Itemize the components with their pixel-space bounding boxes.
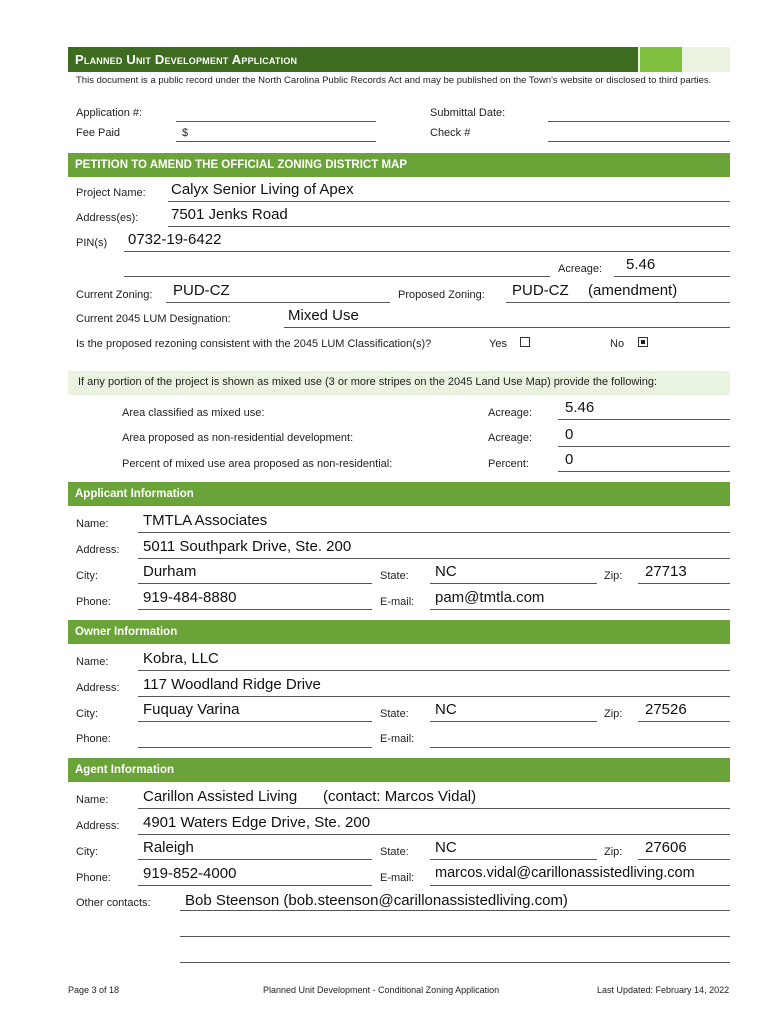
owner-phone-label: Phone:	[76, 733, 111, 745]
proposed-zoning-line	[506, 302, 730, 303]
non-residential-percent-unit: Percent:	[488, 458, 529, 470]
acreage-label: Acreage:	[558, 263, 603, 275]
consistent-no-checkbox[interactable]	[638, 337, 648, 347]
check-number-line	[548, 141, 730, 142]
applicant-zip-line	[638, 583, 730, 584]
consistent-yes-checkbox[interactable]	[520, 337, 530, 347]
agent-address-label: Address:	[76, 820, 120, 832]
agent-state-line	[430, 859, 597, 860]
mixed-use-area-label: Area classified as mixed use:	[122, 407, 265, 419]
applicant-email-label: E-mail:	[380, 596, 415, 608]
proposed-zoning-note: (amendment)	[588, 282, 678, 299]
footer-document-title: Planned Unit Development - Conditional Zoning Application	[263, 985, 500, 995]
proposed-zoning-value[interactable]: PUD-CZ	[512, 282, 569, 299]
application-number-line	[176, 121, 376, 122]
proposed-zoning-label: Proposed Zoning:	[398, 289, 485, 301]
agent-zip-line	[638, 859, 730, 860]
current-zoning-line	[166, 302, 390, 303]
owner-phone-line	[138, 747, 372, 748]
owner-zip-value[interactable]: 27526	[645, 701, 687, 718]
non-residential-area-label: Area proposed as non-residential development:	[122, 432, 354, 444]
agent-zip-label: Zip:	[604, 846, 623, 858]
applicant-zip-value[interactable]: 27713	[645, 563, 687, 580]
owner-state-line	[430, 721, 597, 722]
agent-address-value[interactable]: 4901 Waters Edge Drive, Ste. 200	[143, 814, 371, 831]
fee-paid-label: Fee Paid	[76, 127, 121, 139]
agent-phone-value[interactable]: 919-852-4000	[143, 865, 237, 882]
non-residential-percent-label: Percent of mixed use area proposed as non-residential:	[122, 458, 393, 470]
owner-section-header: Owner Information	[68, 620, 730, 644]
other-contacts-value[interactable]: Bob Steenson (bob.steenson@carillonassistedliving.com)	[185, 892, 568, 909]
owner-state-value[interactable]: NC	[435, 701, 457, 718]
agent-name-line	[138, 808, 730, 809]
project-name-label: Project Name:	[76, 187, 146, 199]
applicant-address-line	[138, 558, 730, 559]
owner-city-value[interactable]: Fuquay Varina	[143, 701, 240, 718]
mixed-use-area-unit: Acreage:	[488, 407, 533, 419]
agent-city-line	[138, 859, 372, 860]
pin-continued-line	[124, 276, 550, 277]
check-number-label: Check #	[430, 127, 471, 139]
other-contacts-line-1	[180, 910, 730, 911]
applicant-city-value[interactable]: Durham	[143, 563, 197, 580]
page-title: Planned Unit Development Application	[75, 52, 298, 67]
application-number-label: Application #:	[76, 107, 143, 119]
mixed-use-intro: If any portion of the project is shown as mixed use (3 or more stripes on the 2045 Land Use Map) provide the following:	[78, 376, 658, 388]
owner-name-value[interactable]: Kobra, LLC	[143, 650, 219, 667]
submittal-date-line	[548, 121, 730, 122]
footer-last-updated: Last Updated: February 14, 2022	[597, 985, 730, 995]
acreage-line	[614, 276, 730, 277]
applicant-zip-label: Zip:	[604, 570, 623, 582]
agent-name-value[interactable]: Carillon Assisted Living	[143, 788, 298, 805]
owner-city-label: City:	[76, 708, 98, 720]
non-residential-percent-value[interactable]: 0	[565, 451, 574, 468]
agent-zip-value[interactable]: 27606	[645, 839, 687, 856]
applicant-email-value[interactable]: pam@tmtla.com	[435, 589, 545, 606]
other-contacts-line-3	[180, 962, 730, 963]
applicant-city-line	[138, 583, 372, 584]
fee-paid-value[interactable]: $	[182, 127, 189, 139]
consistent-no-label: No	[610, 338, 625, 350]
applicant-address-value[interactable]: 5011 Southpark Drive, Ste. 200	[143, 538, 352, 555]
non-residential-area-unit: Acreage:	[488, 432, 533, 444]
mixed-use-area-line	[558, 419, 730, 420]
address-value[interactable]: 7501 Jenks Road	[171, 206, 288, 223]
project-name-value[interactable]: Calyx Senior Living of Apex	[171, 181, 354, 198]
owner-email-line	[430, 747, 730, 748]
consistent-yes-label: Yes	[489, 338, 507, 350]
lum-designation-label: Current 2045 LUM Designation:	[76, 313, 231, 325]
mixed-use-banner	[68, 371, 730, 395]
pin-line	[124, 251, 730, 252]
current-zoning-label: Current Zoning:	[76, 289, 153, 301]
agent-state-label: State:	[380, 846, 409, 858]
owner-zip-line	[638, 721, 730, 722]
applicant-state-label: State:	[380, 570, 409, 582]
agent-phone-line	[138, 885, 372, 886]
applicant-name-label: Name:	[76, 518, 109, 530]
consistency-question: Is the proposed rezoning consistent with the 2045 LUM Classification(s)?	[76, 338, 432, 350]
applicant-state-value[interactable]: NC	[435, 563, 457, 580]
mixed-use-area-value[interactable]: 5.46	[565, 399, 595, 416]
owner-zip-label: Zip:	[604, 708, 623, 720]
other-contacts-line-2	[180, 936, 730, 937]
submittal-date-label: Submittal Date:	[430, 107, 506, 119]
petition-section-header: PETITION TO AMEND THE OFFICIAL ZONING DISTRICT MAP	[68, 153, 730, 177]
owner-state-label: State:	[380, 708, 409, 720]
agent-section-header: Agent Information	[68, 758, 730, 782]
lum-designation-line	[284, 327, 730, 328]
applicant-city-label: City:	[76, 570, 98, 582]
address-line	[168, 226, 730, 227]
agent-email-label: E-mail:	[380, 872, 415, 884]
fee-paid-line	[176, 141, 376, 142]
agent-state-value[interactable]: NC	[435, 839, 457, 856]
agent-city-value[interactable]: Raleigh	[143, 839, 194, 856]
acreage-value[interactable]: 5.46	[626, 256, 656, 273]
agent-email-line	[430, 885, 730, 886]
title-bar	[68, 47, 730, 72]
pin-value[interactable]: 0732-19-6422	[128, 231, 222, 248]
project-name-line	[168, 201, 730, 202]
current-zoning-value[interactable]: PUD-CZ	[173, 282, 230, 299]
owner-address-label: Address:	[76, 682, 120, 694]
footer-page-number: Page 3 of 18	[68, 985, 120, 995]
owner-name-line	[138, 670, 730, 671]
applicant-email-line	[430, 609, 730, 610]
agent-email-value[interactable]: marcos.vidal@carillonassistedliving.com	[435, 865, 695, 881]
applicant-phone-label: Phone:	[76, 596, 111, 608]
address-label: Address(es):	[76, 212, 139, 224]
applicant-phone-value[interactable]: 919-484-8880	[143, 589, 237, 606]
applicant-address-label: Address:	[76, 544, 120, 556]
other-contacts-label: Other contacts:	[76, 897, 151, 909]
applicant-name-value[interactable]: TMTLA Associates	[143, 512, 268, 529]
owner-address-line	[138, 696, 730, 697]
agent-phone-label: Phone:	[76, 872, 111, 884]
owner-email-label: E-mail:	[380, 733, 415, 745]
applicant-phone-line	[138, 609, 372, 610]
applicant-state-line	[430, 583, 597, 584]
applicant-section-header: Applicant Information	[68, 482, 730, 506]
applicant-name-line	[138, 532, 730, 533]
public-record-notice: This document is a public record under the North Carolina Public Records Act and may be published on the Town's website or disclosed to third parties.	[76, 75, 712, 86]
pin-label: PIN(s)	[76, 237, 108, 249]
non-residential-percent-line	[558, 471, 730, 472]
non-residential-area-value[interactable]: 0	[565, 426, 574, 443]
agent-contact-value[interactable]: (contact: Marcos Vidal)	[323, 788, 477, 805]
owner-address-value[interactable]: 117 Woodland Ridge Drive	[143, 676, 321, 693]
title-bar-accent	[640, 47, 682, 72]
lum-designation-value[interactable]: Mixed Use	[288, 307, 359, 324]
non-residential-area-line	[558, 446, 730, 447]
agent-city-label: City:	[76, 846, 98, 858]
owner-city-line	[138, 721, 372, 722]
agent-name-label: Name:	[76, 794, 109, 806]
owner-name-label: Name:	[76, 656, 109, 668]
agent-address-line	[138, 834, 730, 835]
